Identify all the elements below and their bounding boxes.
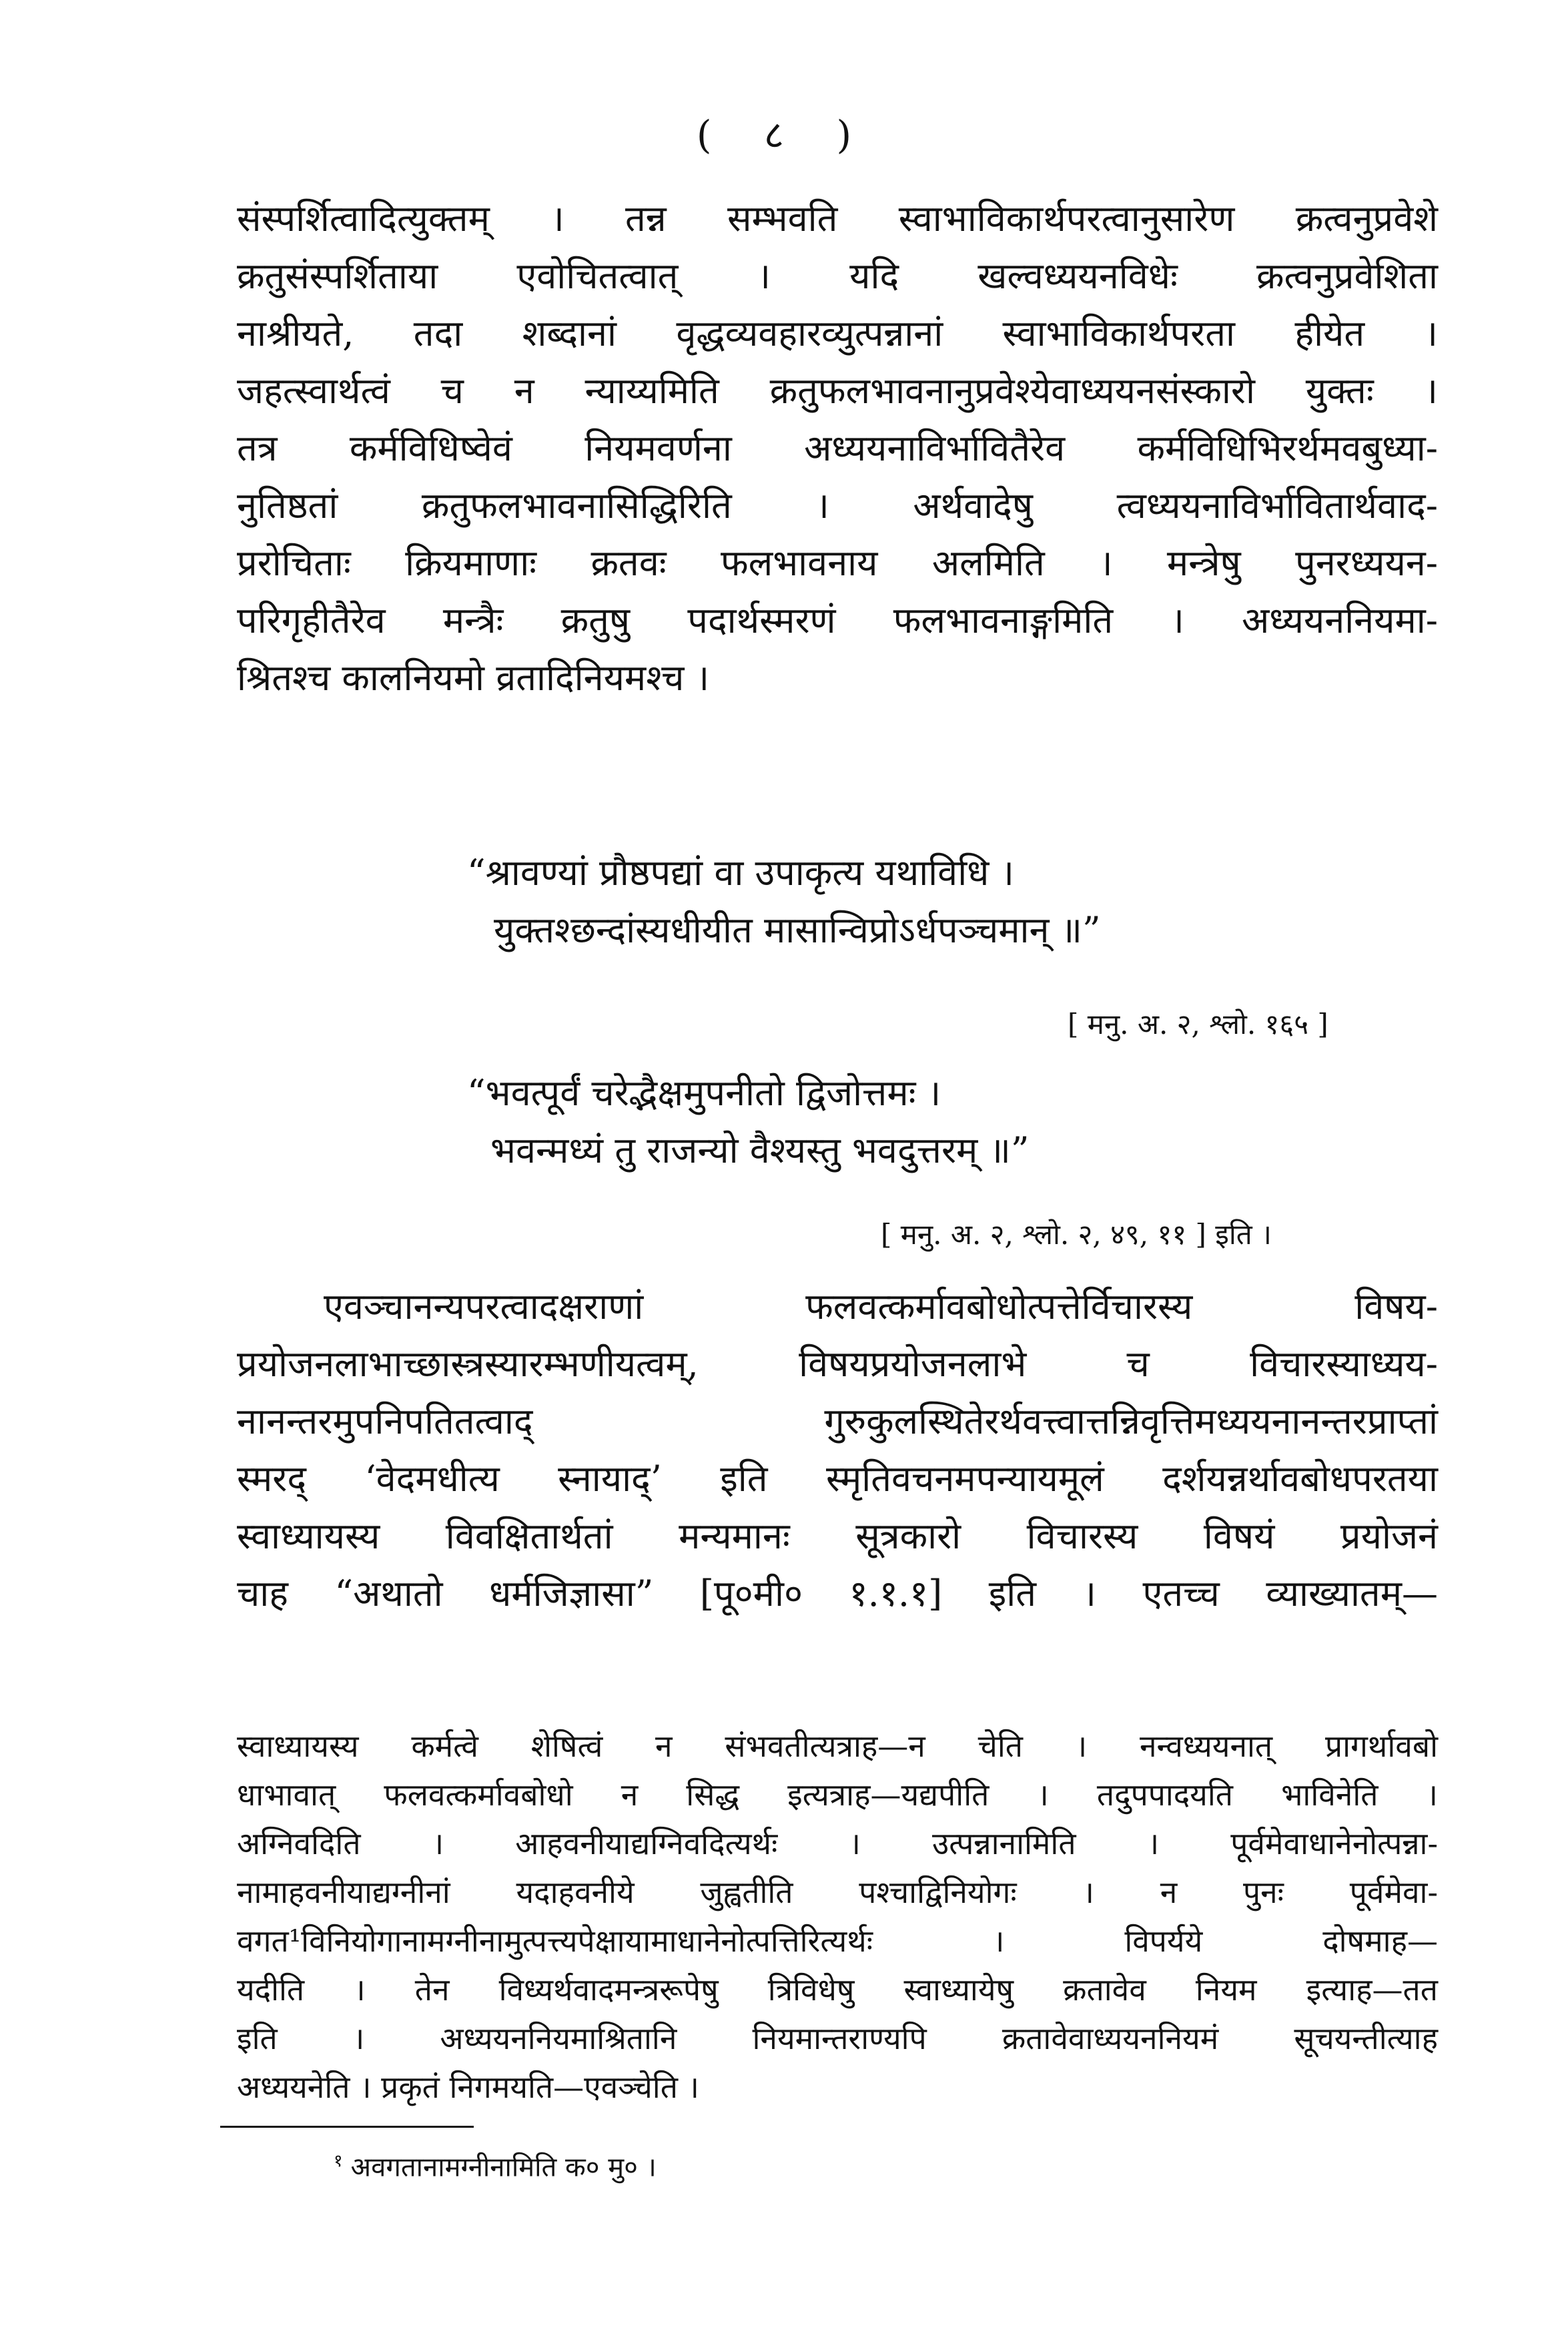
text-line: संस्पर्शित्वादित्युक्तम् । तन्न सम्भवति स्वाभाविकार्थपरत्वानुसारेण क्रत्वनुप्रवेशे bbox=[237, 198, 1438, 240]
commentary-line: यदीति । तेन विध्यर्थवादमन्त्ररूपेषु त्रिविधेषु स्वाध्यायेषु क्रतावेव नियम इत्याह—तत bbox=[237, 1972, 1438, 2008]
page-number: ( ८ ) bbox=[696, 112, 872, 158]
commentary-line: नामाहवनीयाद्यग्नीनां यदाहवनीये जुह्वतीति पश्चाद्विनियोगः । न पुनः पूर्वमेवा- bbox=[237, 1874, 1438, 1910]
text-line: नुतिष्ठतां क्रतुफलभावनासिद्धिरिति । अर्थवादेषु त्वध्ययनाविर्भावितार्थवाद- bbox=[237, 485, 1438, 527]
commentary-block bbox=[237, 1722, 1438, 2112]
commentary-line: धाभावात् फलवत्कर्मावबोधो न सिद्ध इत्यत्राह—यद्यपीति । तदुपपादयति भाविनेति । bbox=[237, 1777, 1438, 1813]
verse-citation: [ मनु. अ. २, श्लो. १६५ ] bbox=[1068, 1008, 1328, 1041]
text-line: तत्र कर्मविधिष्वेवं नियमवर्णना अध्ययनाविर्भावितैरेव कर्मविधिभिरर्थमवबुध्या- bbox=[237, 427, 1438, 469]
commentary-line: अध्ययनेति । प्रकृतं निगमयति—एवञ्चेति । bbox=[237, 2069, 699, 2105]
commentary-line: स्वाध्यायस्य कर्मत्वे शेषित्वं न संभवतीत्यत्राह—न चेति । नन्वध्ययनात् प्रागर्थावबो bbox=[237, 1728, 1438, 1764]
paragraph-main bbox=[237, 190, 1438, 707]
footnote-divider bbox=[220, 2126, 474, 2128]
text-line: श्रितश्च कालनियमो व्रतादिनियमश्च । bbox=[237, 657, 710, 699]
verse-line: भवन्मध्यं तु राजन्यो वैश्यस्तु भवदुत्तरम् ॥” bbox=[490, 1129, 1030, 1171]
text-line: स्मरद् ‘वेदमधीत्य स्नायाद्’ इति स्मृतिवचनमपन्यायमूलं दर्शयन्नर्थावबोधपरतया bbox=[237, 1458, 1438, 1500]
text-line: नाश्रीयते, तदा शब्दानां वृद्धव्यवहारव्युत्पन्नानां स्वाभाविकार्थपरता हीयेत । bbox=[237, 312, 1438, 354]
footnote bbox=[334, 2141, 657, 2187]
footnote-marker: १ bbox=[334, 2151, 343, 2171]
verse-line: “भवत्पूर्वं चरेद्भैक्षमुपनीतो द्विजोत्तमः । bbox=[467, 1072, 941, 1114]
verse-line: “श्रावण्यां प्रौष्ठपद्यां वा उपाकृत्य यथाविधि । bbox=[467, 852, 1015, 894]
text-line: चाह “अथातो धर्मजिज्ञासा” [पू०मी० १.१.१] इति । एतच्च व्याख्यातम्— bbox=[237, 1572, 1438, 1615]
verse-quote bbox=[0, 1065, 1568, 1179]
footnote-text: अवगतानामग्नीनामिति क० मु० । bbox=[350, 2152, 657, 2183]
commentary-line: अग्निवदिति । आहवनीयाद्यग्निवदित्यर्थः । उत्पन्नानामिति । पूर्वमेवाधानेनोत्पन्ना- bbox=[237, 1825, 1438, 1861]
text-line: प्रयोजनलाभाच्छास्त्रस्यारम्भणीयत्वम्, विषयप्रयोजनलाभे च विचारस्याध्यय- bbox=[237, 1343, 1438, 1385]
text-line: नानन्तरमुपनिपतितत्वाद् गुरुकुलस्थितेरर्थवत्त्वात्तन्निवृत्तिमध्ययनानन्तरप्राप्तां bbox=[237, 1400, 1438, 1442]
text-line: प्ररोचिताः क्रियमाणाः क्रतवः फलभावनाय अलमिति । मन्त्रेषु पुनरध्ययन- bbox=[237, 542, 1438, 584]
verse-citation: [ मनु. अ. २, श्लो. २, ४९, ११ ] इति । bbox=[881, 1218, 1272, 1251]
paragraph-second bbox=[237, 1278, 1438, 1623]
commentary-line: वगत¹विनियोगानामग्नीनामुत्पत्त्यपेक्षायामाधानेनोत्पत्तिरित्यर्थः । विपर्यये दोषमाह— bbox=[237, 1923, 1438, 1959]
verse-quote bbox=[0, 844, 1568, 959]
text-line: क्रतुसंस्पर्शिताया एवोचितत्वात् । यदि खल्वध्ययनविधेः क्रत्वनुप्रवेशिता bbox=[237, 255, 1438, 297]
commentary-line: इति । अध्ययननियमाश्रितानि नियमान्तराण्यपि क्रतावेवाध्ययननियमं सूचयन्तीत्याह bbox=[237, 2020, 1438, 2056]
verse-line: युक्तश्छन्दांस्यधीयीत मासान्विप्रोऽर्धपञ्चमान् ॥” bbox=[494, 909, 1101, 951]
text-line: स्वाध्यायस्य विवक्षितार्थतां मन्यमानः सूत्रकारो विचारस्य विषयं प्रयोजनं bbox=[237, 1515, 1438, 1557]
text-line: जहत्स्वार्थत्वं च न न्याय्यमिति क्रतुफलभावनानुप्रवेश्येवाध्ययनसंस्कारो युक्तः । bbox=[237, 370, 1438, 412]
text-line: एवञ्चानन्यपरत्वादक्षराणां फलवत्कर्मावबोधोत्पत्तेर्विचारस्य विषय- bbox=[324, 1285, 1438, 1328]
text-line: परिगृहीतैरेव मन्त्रैः क्रतुषु पदार्थस्मरणं फलभावनाङ्गमिति । अध्ययननियमा- bbox=[237, 599, 1438, 641]
